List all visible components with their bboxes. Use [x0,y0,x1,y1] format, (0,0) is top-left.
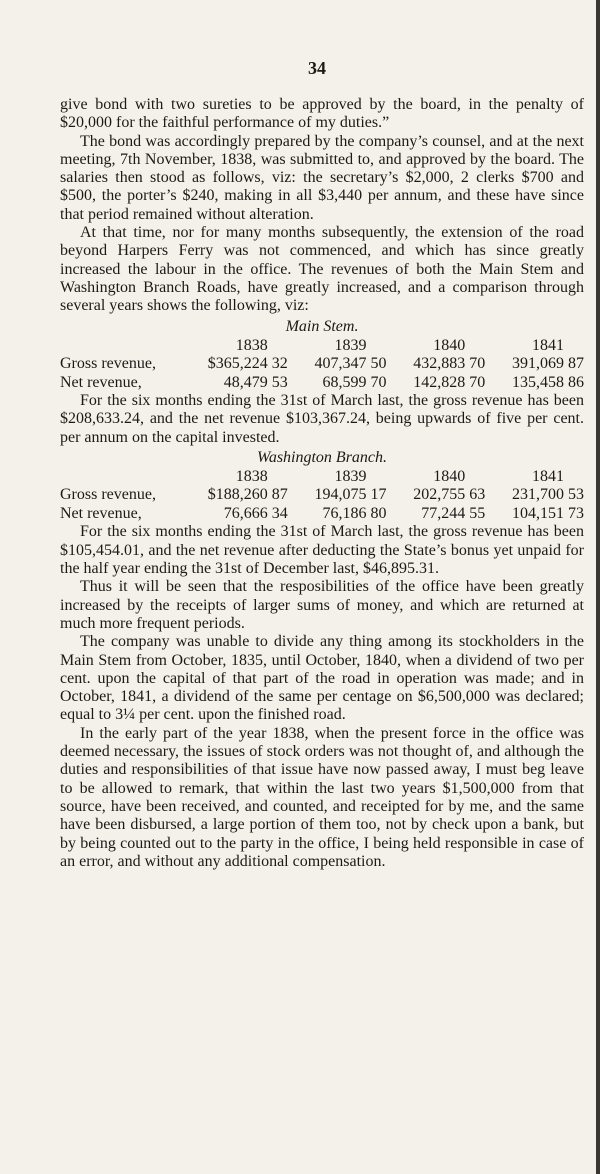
value-cell: $188,260 87 [207,486,288,504]
row-label: Gross revenue, [60,355,156,373]
value-cell: 231,700 53 [512,486,584,504]
year-cell: 1841 [532,467,564,485]
year-cell: 1839 [334,467,367,485]
table-row [60,374,584,393]
table-row [60,505,584,524]
value-cell: 76,666 34 [223,504,288,522]
washington-branch-table [60,468,584,524]
value-cell: 77,244 55 [421,504,486,522]
table-row [60,337,584,356]
paragraph: For the six months ending the 31st of March last, the gross revenue has been $105,454.01, and the net revenue after deducting the State’s bonus yet unpaid for the half year ending the 31st of December last, $46,895.31. [60,523,584,578]
washington-branch-heading: Washington Branch. [256,448,388,466]
paragraph: The company was unable to divide any thing among its stockholders in the Main Stem from October, 1835, until October, 1840, when a dividend of two per cent. upon the capital of that part of the road in operation was made; and in October, 1841, a dividend of the same per centage on $6,500,000 was declared; equal to 3¼ per cent. upon the finished road. [60,633,584,724]
paragraph: Thus it will be seen that the resposibilities of the office have been greatly increased by the receipts of larger sums of money, and which are returned at much more frequent periods. [60,578,584,632]
table-row [60,486,584,505]
year-cell: 1840 [433,336,466,354]
table-row [60,355,584,374]
year-cell: 1838 [235,336,268,354]
paragraph: In the early part of the year 1838, when the present force in the office was deemed necessary, the issues of stock orders was not thought of, and although the duties and responsibilities of that issue have now passed away, I must beg leave to be allowed to remark, that within the last two years $1,500,000 from that source, have been received, and counted, and receipted for by me, and the same have been disbursed, a large portion of them too, not by check upon a bank, but by being counted out to the party in the office, I being held responsible in case of an error, and without any additional compensation. [60,724,584,870]
year-cell: 1841 [532,336,564,354]
value-cell: 142,828 70 [413,373,486,391]
row-label: Net revenue, [60,504,142,522]
value-cell: 68,599 70 [322,373,387,391]
value-cell: 202,755 63 [413,486,486,504]
page-edge-shadow [596,0,600,1174]
value-cell: 48,479 53 [223,373,288,391]
paragraph: For the six months ending the 31st of March last, the gross revenue has been $208,633.24, and the net revenue $103,367.24, being upwards of five per cent. per annum on the capital invested. [60,392,584,446]
main-stem-heading: Main Stem. [285,317,359,335]
value-cell: 76,186 80 [322,504,387,522]
table-row [60,468,584,487]
main-stem-table [60,337,584,393]
value-cell: 432,883 70 [413,355,486,373]
year-cell: 1839 [334,336,367,354]
paragraph: The bond was accordingly prepared by the company’s counsel, and at the next meeting, 7th November, 1838, was submitted to, and approved by the board. The salaries then stood as follows, viz: the secretary’s $2,000, 2 clerks $700 and $500, the porter’s $240, making in all $3,440 per annum, and these have since that period remained without alteration. [60,132,584,223]
value-cell: 104,151 73 [512,504,584,522]
paragraph: give bond with two sureties to be approved by the board, in the penalty of $20,000 for the faithful performance of my duties.” [60,96,584,132]
year-cell: 1838 [235,467,268,485]
value-cell: 407,347 50 [314,355,387,373]
value-cell: 194,075 17 [314,486,387,504]
row-label: Gross revenue, [60,486,156,504]
value-cell: 135,458 86 [512,373,584,391]
value-cell: 391,069 87 [512,355,584,373]
row-label: Net revenue, [60,373,142,391]
year-cell: 1840 [433,467,466,485]
paragraph: At that time, nor for many months subsequently, the extension of the road beyond Harpers Ferry was not commenced, and which has since greatly increased the labour in the office. The revenues of both the Main Stem and Washington Branch Roads, have greatly increased, and a comparison through several years shows the following, viz: [60,224,584,315]
value-cell: $365,224 32 [207,355,288,373]
page-body [60,96,584,871]
page-number: 34 [308,58,326,78]
